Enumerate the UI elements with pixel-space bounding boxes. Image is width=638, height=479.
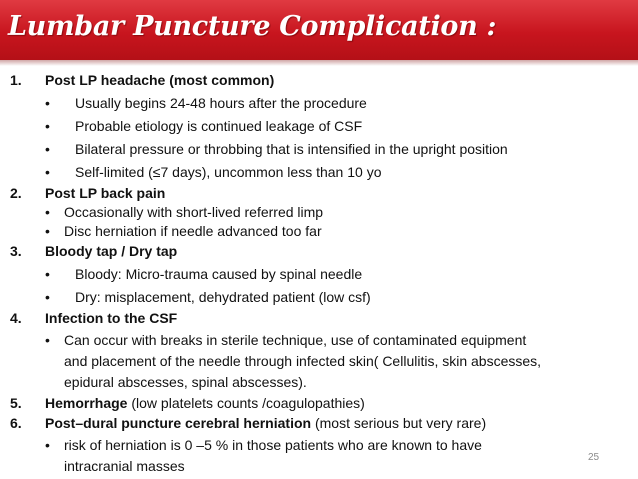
bullet-mark: •	[45, 223, 50, 239]
bullet-text: Occasionally with short-lived referred limp	[64, 204, 324, 220]
bullet-text: Bilateral pressure or throbbing that is intensified in the upright position	[75, 141, 508, 157]
item-number: 4.	[10, 310, 22, 326]
bullet-text: Bloody: Micro-trauma caused by spinal needle	[75, 266, 363, 282]
bullet-mark: •	[45, 289, 50, 305]
item-number: 3.	[10, 243, 22, 259]
bullet-text: Probable etiology is continued leakage of CSF	[75, 118, 363, 134]
item-number: 5.	[10, 395, 22, 411]
bullet-text: Disc herniation if needle advanced too far	[64, 223, 322, 239]
bullet-mark: •	[45, 332, 50, 348]
page-number: 25	[588, 452, 600, 463]
bullet-text: epidural abscesses, spinal abscesses).	[64, 374, 307, 390]
bullet-text: intracranial masses	[64, 458, 185, 474]
item-heading-group	[45, 395, 365, 412]
bullet-mark: •	[45, 437, 50, 453]
bullet-mark: •	[45, 95, 50, 111]
bullet-text: Dry: misplacement, dehydrated patient (low csf)	[75, 289, 371, 305]
item-number: 6.	[10, 415, 22, 431]
bullet-text: Self-limited (≤7 days), uncommon less than 10 yo	[75, 164, 382, 180]
item-heading: Hemorrhage	[45, 395, 128, 411]
item-number: 1.	[10, 72, 22, 88]
item-heading: Post LP headache (most common)	[45, 72, 275, 88]
bullet-mark: •	[45, 164, 50, 180]
item-heading-detail: (most serious but very rare)	[311, 415, 487, 431]
item-heading: Bloody tap / Dry tap	[45, 243, 178, 259]
item-heading-detail: (low platelets counts /coagulopathies)	[127, 395, 365, 411]
slide-title: Lumbar Puncture Complication :	[8, 11, 497, 42]
bullet-mark: •	[45, 118, 50, 134]
item-heading: Post–dural puncture cerebral herniation	[45, 415, 312, 431]
bullet-text: Can occur with breaks in sterile technique, use of contaminated equipment	[64, 332, 527, 348]
bullet-text: Usually begins 24-48 hours after the procedure	[75, 95, 367, 111]
item-heading: Infection to the CSF	[45, 310, 178, 326]
bullet-text: and placement of the needle through infected skin( Cellulitis, skin abscesses,	[64, 353, 542, 369]
bullet-mark: •	[45, 266, 50, 282]
item-heading: Post LP back pain	[45, 185, 166, 201]
title-bar	[0, 0, 638, 60]
bullet-mark: •	[45, 204, 50, 220]
item-heading-group	[45, 415, 486, 432]
bullet-text: risk of herniation is 0 –5 % in those patients who are known to have	[64, 437, 482, 453]
item-number: 2.	[10, 185, 22, 201]
bullet-mark: •	[45, 141, 50, 157]
